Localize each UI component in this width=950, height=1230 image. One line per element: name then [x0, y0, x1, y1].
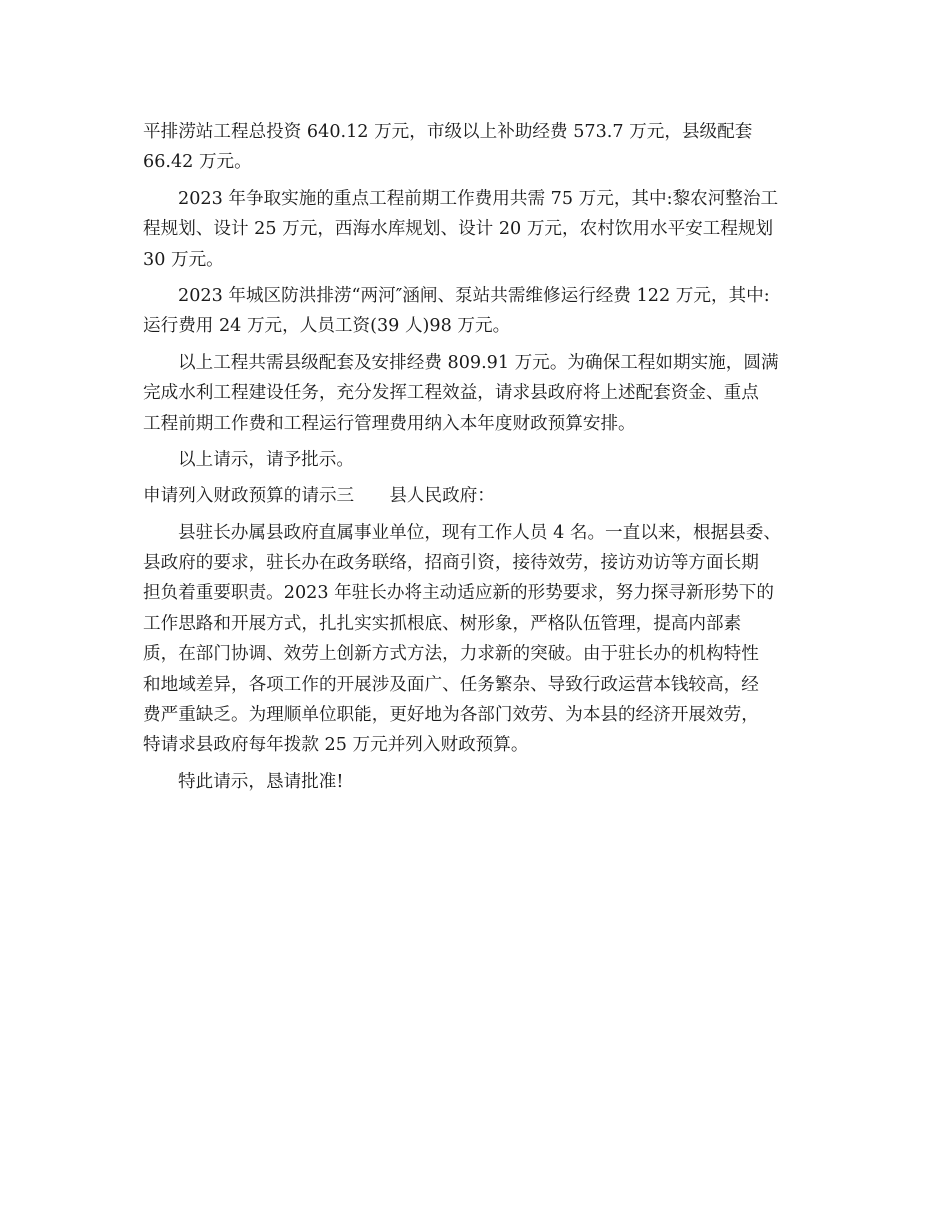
text-line: 30 万元。 [143, 249, 224, 270]
paragraph-preliminary-costs: 2023 年争取实施的重点工程前期工作费用共需 75 万元，其中:黎农河整治工 [178, 188, 779, 209]
text-line: 运行费用 24 万元，人员工资(39 人)98 万元。 [143, 316, 511, 337]
text-line: 和地域差异，各项工作的开展涉及面广、任务繁杂、导致行政运营本钱较高，经 [143, 674, 759, 695]
text-line: 程规划、设计 25 万元，西海水库规划、设计 20 万元，农村饮用水平安工程规划 [143, 219, 774, 240]
text-line: 费严重缺乏。为理顺单位职能，更好地为各部门效劳、为本县的经济开展效劳， [143, 705, 759, 726]
text-line: 平排涝站工程总投资 640.12 万元，市级以上补助经费 573.7 万元，县级配套 [143, 122, 753, 142]
closing-approval-request: 特此请示，恳请批准! [178, 771, 344, 792]
text-line: 完成水利工程建设任务，充分发挥工程效益，请求县政府将上述配套资金、重点 [143, 383, 759, 404]
paragraph-total-funding: 以上工程共需县级配套及安排经费 809.91 万元。为确保工程如期实施，圆满 [178, 352, 779, 373]
text-line: 特请求县政府每年拨款 25 万元并列入财政预算。 [143, 735, 529, 756]
text-line: 66.42 万元。 [143, 152, 252, 173]
text-line: 工作思路和开展方式，扎扎实实抓根底、树形象，严格队伍管理，提高内部素 [143, 613, 742, 634]
text-line: 质，在部门协调、效劳上创新方式方法，力求新的突破。由于驻长办的机构特性 [143, 644, 759, 665]
text-line: 担负着重要职责。2023 年驻长办将主动适应新的形势要求，努力探寻新形势下的 [143, 583, 774, 604]
text-line: 县政府的要求，驻长办在政务联络，招商引资，接待效劳，接访劝访等方面长期 [143, 553, 759, 574]
document-body [143, 117, 833, 797]
paragraph-liaison-office: 县驻长办属县政府直属事业单位，现有工作人员 4 名。一直以来，根据县委、 [178, 522, 781, 543]
text-line: 工程前期工作费和工程运行管理费用纳入本年度财政预算安排。 [143, 413, 636, 434]
section-heading: 申请列入财政预算的请示三 县人民政府： [143, 486, 495, 507]
closing-request: 以上请示，请予批示。 [178, 449, 354, 470]
paragraph-flood-control: 2023 年城区防洪排涝“两河″涵闸、泵站共需维修运行经费 122 万元，其中: [178, 285, 770, 306]
